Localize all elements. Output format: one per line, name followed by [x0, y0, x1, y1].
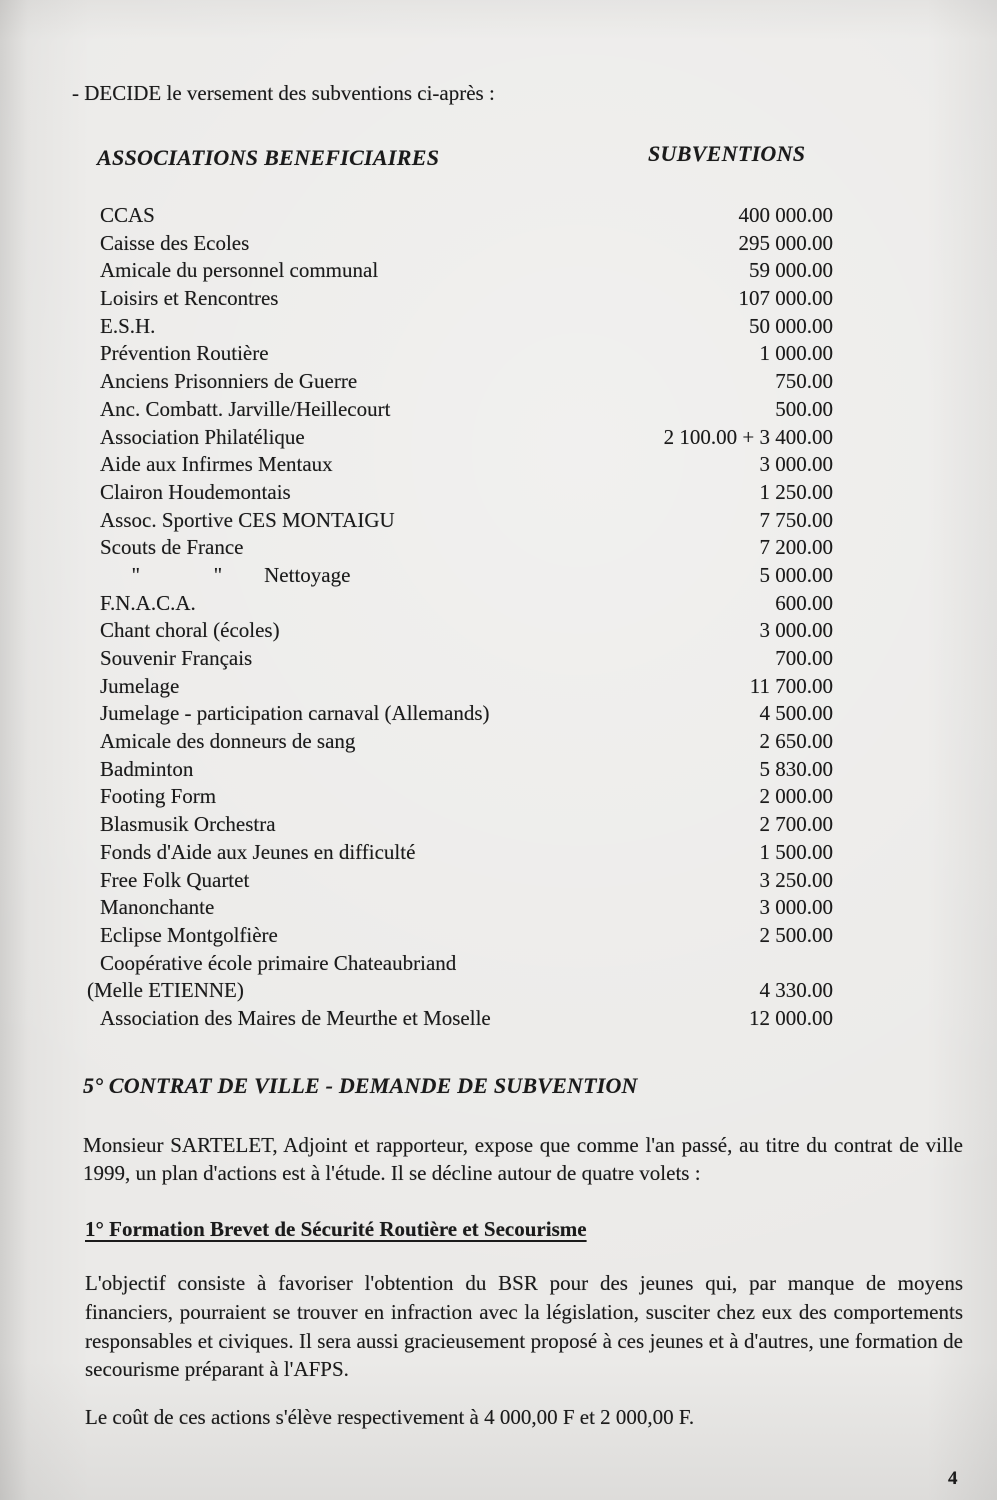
section-5-paragraph: Monsieur SARTELET, Adjoint et rapporteur, expose que comme l'an passé, au titre du contrat de ville 1999, un plan d'actions est à l'étude. Il se décline autour de quatre volets :: [83, 1133, 963, 1185]
association-name: Caisse des Ecoles: [100, 230, 250, 255]
section-5-heading: 5° CONTRAT DE VILLE - DEMANDE DE SUBVENTION: [83, 1073, 638, 1099]
subvention-amount: 1 250.00: [759, 479, 833, 504]
table-row: [100, 922, 833, 950]
association-name: Jumelage: [100, 673, 180, 698]
page-number: 4: [948, 1468, 958, 1489]
association-name: Aide aux Infirmes Mentaux: [100, 452, 333, 477]
table-row: [100, 1005, 833, 1033]
association-name: " " Nettoyage: [100, 562, 351, 587]
table-row: [100, 340, 833, 368]
table-row: [100, 230, 833, 258]
association-name: Clairon Houdemontais: [100, 479, 291, 504]
association-name: Coopérative école primaire Chateaubriand: [100, 950, 457, 975]
table-row: [100, 839, 833, 867]
table-row: [100, 645, 833, 673]
table-row: [100, 728, 833, 756]
subvention-amount: 700.00: [775, 646, 833, 670]
subvention-amount: 1 500.00: [759, 839, 833, 864]
subvention-amount: 600.00: [775, 590, 833, 615]
association-name: Souvenir Français: [100, 646, 253, 670]
association-name: Anc. Combatt. Jarville/Heillecourt: [100, 396, 391, 421]
association-name: Amicale des donneurs de sang: [100, 729, 356, 754]
table-row: [100, 783, 833, 811]
association-name: F.N.A.C.A.: [100, 590, 196, 615]
association-name: Assoc. Sportive CES MONTAIGU: [100, 507, 395, 532]
subvention-amount: 7 750.00: [759, 507, 833, 532]
table-row: [87, 977, 833, 1005]
association-name: Chant choral (écoles): [100, 618, 280, 643]
association-name: Manonchante: [100, 895, 215, 920]
table-row: [100, 756, 833, 784]
association-name: Eclipse Montgolfière: [100, 922, 278, 947]
association-name: Jumelage - participation carnaval (Allemands): [100, 701, 490, 726]
table-row: [100, 313, 833, 341]
association-name: CCAS: [100, 203, 155, 227]
table-row: [100, 451, 833, 479]
association-name: Footing Form: [100, 784, 217, 809]
subvention-amount: 50 000.00: [749, 313, 833, 338]
subvention-amount: 1 000.00: [759, 341, 833, 366]
association-name: Anciens Prisonniers de Guerre: [100, 369, 358, 394]
table-row: [100, 617, 833, 645]
association-name: Prévention Routière: [100, 341, 269, 366]
column-header-subventions: SUBVENTIONS: [648, 141, 806, 166]
table-row: [100, 950, 833, 978]
subvention-amount: 107 000.00: [738, 286, 833, 311]
table-row: [100, 368, 833, 396]
table-row: [100, 285, 833, 313]
subvention-amount: 750.00: [775, 369, 833, 394]
cost-line: Le coût de ces actions s'élève respectivement à 4 000,00 F et 2 000,00 F.: [85, 1405, 695, 1429]
subvention-amount: 500.00: [775, 396, 833, 421]
association-name: Association Philatélique: [100, 424, 305, 449]
table-row: [100, 479, 833, 507]
subvention-amount: 3 250.00: [759, 867, 833, 892]
subvention-amount: 2 700.00: [759, 812, 833, 837]
subvention-amount: 2 000.00: [759, 784, 833, 809]
subvention-amount: 59 000.00: [749, 258, 833, 283]
association-name: E.S.H.: [100, 313, 156, 338]
subvention-amount: 3 000.00: [759, 618, 833, 643]
association-name: Loisirs et Rencontres: [100, 286, 279, 311]
table-row: [100, 202, 833, 230]
subvention-amount: 5 000.00: [759, 562, 833, 587]
subvention-amount: 3 000.00: [759, 895, 833, 920]
subvention-amount: 400 000.00: [738, 203, 833, 227]
association-name: Free Folk Quartet: [100, 867, 250, 892]
decide-line: - DECIDE le versement des subventions ci-après :: [72, 81, 495, 105]
table-row: [100, 811, 833, 839]
table-row: [100, 424, 833, 452]
association-name: Association des Maires de Meurthe et Moselle: [100, 1005, 491, 1030]
table-row: [100, 867, 833, 895]
column-header-beneficiaries: ASSOCIATIONS BENEFICIAIRES: [97, 145, 440, 170]
subvention-amount: 2 500.00: [759, 922, 833, 947]
subvention-amount: 12 000.00: [749, 1005, 833, 1030]
association-name: Badminton: [100, 756, 194, 781]
subventions-table: [87, 202, 833, 1033]
table-row: [100, 507, 833, 535]
subsection-1-heading: 1° Formation Brevet de Sécurité Routière et Secourisme: [85, 1217, 587, 1241]
subvention-amount: 295 000.00: [738, 230, 833, 255]
association-name: Blasmusik Orchestra: [100, 812, 276, 837]
table-row: [100, 396, 833, 424]
subvention-amount: 5 830.00: [759, 756, 833, 781]
association-name: (Melle ETIENNE): [87, 978, 244, 1003]
association-name: Fonds d'Aide aux Jeunes en difficulté: [100, 839, 416, 864]
table-row: [100, 562, 833, 590]
table-row: [100, 700, 833, 728]
table-row: [100, 894, 833, 922]
association-name: Scouts de France: [100, 535, 244, 560]
subvention-amount: 11 700.00: [749, 673, 833, 698]
subvention-amount: 4 500.00: [759, 701, 833, 726]
table-row: [100, 590, 833, 618]
subvention-amount: 3 000.00: [759, 452, 833, 477]
subvention-amount: 2 650.00: [759, 729, 833, 754]
subvention-amount: 7 200.00: [759, 535, 833, 560]
subvention-amount: 4 330.00: [759, 978, 833, 1003]
subvention-amount: 2 100.00 + 3 400.00: [663, 424, 833, 449]
subsection-1-paragraph: L'objectif consiste à favoriser l'obtention du BSR pour des jeunes qui, par manque de moyens financiers, pourraient se trouver en infraction avec la législation, susciter chez eux des comportements responsables et civiques. Il sera aussi gracieusement proposé à ces jeunes et à d'autres, une formation de secourisme préparant à l'AFPS.: [85, 1271, 963, 1382]
association-name: Amicale du personnel communal: [100, 258, 379, 283]
table-row: [100, 673, 833, 701]
table-row: [100, 257, 833, 285]
table-row: [100, 534, 833, 562]
